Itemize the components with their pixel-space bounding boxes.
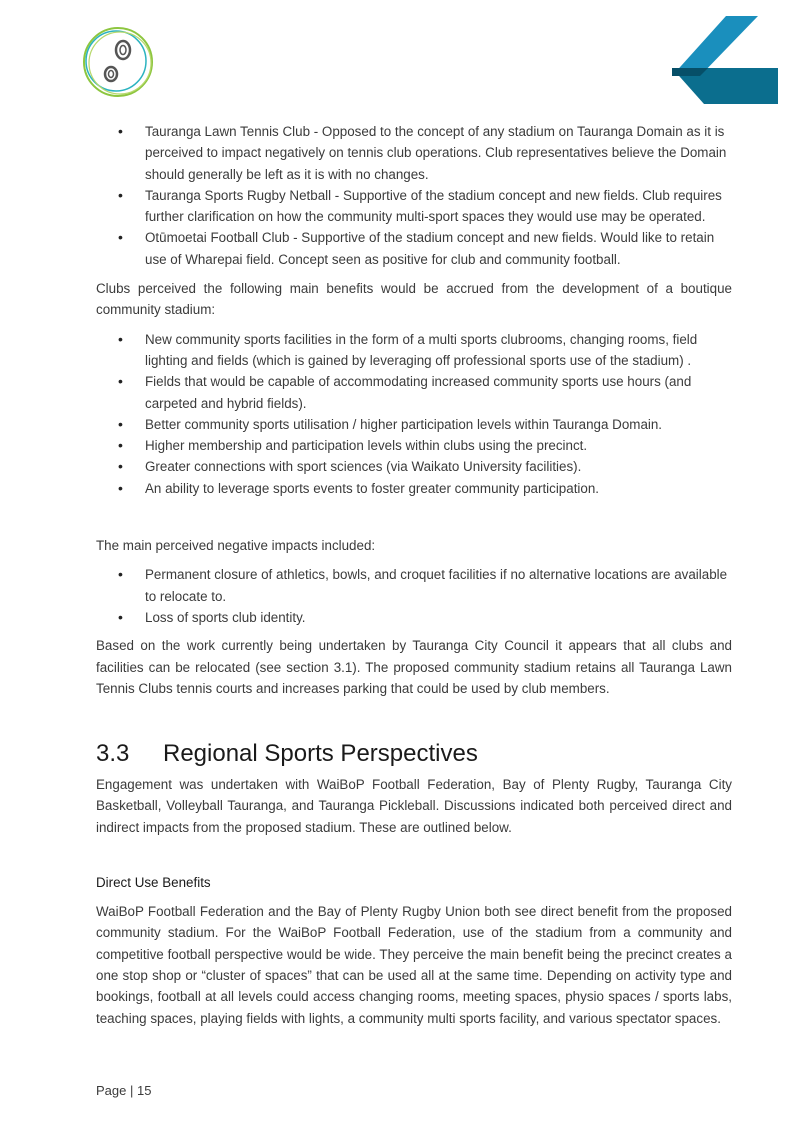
brand-chevron-logo-icon (670, 16, 778, 104)
list-item: • Loss of sports club identity. (96, 607, 732, 628)
subheading-direct-use-benefits: Direct Use Benefits (96, 875, 211, 891)
relocation-paragraph: Based on the work currently being undertaken by Tauranga City Council it appears that all clubs and facilities can be relocated (see section 3.1). The proposed community stadium retains all Tauranga Lawn Tennis Clubs tennis courts and increases parking that could be used by club members. (96, 638, 732, 696)
list-item: • Otūmoetai Football Club - Supportive of the stadium concept and new fields. Would like to retain use of Wharepai field. Concept seen as positive for club and community football. (96, 227, 732, 270)
direct-benefits-paragraph: WaiBoP Football Federation and the Bay of Plenty Rugby Union both see direct benefit from the proposed community stadium. For the WaiBoP Football Federation, use of the stadium from a community and competitive football perspective would be wide. They perceive the main benefit being the precinct creates a one stop shop or “cluster of spaces” that can be used all at the same time. Depending on activity type and bookings, football at all levels could access changing rooms, meeting spaces, physio spaces / sports labs, teaching spaces, playing fields with lights, a community multi sports facility, and various spectator spaces. (96, 904, 732, 1026)
engagement-paragraph: Engagement was undertaken with WaiBoP Football Federation, Bay of Plenty Rugby, Tauranga City Basketball, Volleyball Tauranga, and Tauranga Pickleball. Discussions indicated both perceived direct and indirect impacts from the proposed stadium. These are outlined below. (96, 777, 732, 835)
list-item: • New community sports facilities in the form of a multi sports clubrooms, changing rooms, field lighting and fields (which is gained by leveraging off professional sports use of the stadium) . (96, 329, 732, 372)
section-heading (96, 739, 732, 769)
list-item: • Greater connections with sport sciences (via Waikato University facilities). (96, 456, 732, 477)
section-number: 3.3 (96, 740, 130, 768)
list-item: • Higher membership and participation levels within clubs using the precinct. (96, 435, 732, 456)
negative-impacts-list (96, 564, 732, 628)
benefits-list (96, 329, 732, 499)
list-item: • Better community sports utilisation / higher participation levels within Tauranga Domain. (96, 414, 732, 435)
list-item: • Tauranga Sports Rugby Netball - Supportive of the stadium concept and new fields. Club requires further clarification on how the community multi-sport spaces they would use may be operated. (96, 185, 732, 228)
document-body (96, 121, 732, 1029)
list-item: • Tauranga Lawn Tennis Club - Opposed to the concept of any stadium on Tauranga Domain as it is perceived to impact negatively on tennis club operations. Club representatives believe the Domain should generally be left as it is with no changes. (96, 121, 732, 185)
section-title: Regional Sports Perspectives (163, 740, 478, 768)
list-item: • Fields that would be capable of accommodating increased community sports use hours (and carpeted and hybrid fields). (96, 371, 732, 414)
benefits-intro-paragraph: Clubs perceived the following main benefits would be accrued from the development of a boutique community stadium: (96, 281, 732, 318)
page-number: Page | 15 (96, 1083, 152, 1098)
footprint-logo-icon (78, 24, 158, 100)
club-positions-list (96, 121, 732, 270)
negative-intro-paragraph: The main perceived negative impacts included: (96, 538, 376, 554)
list-item: • Permanent closure of athletics, bowls, and croquet facilities if no alternative locations are available to relocate to. (96, 564, 732, 607)
list-item: • An ability to leverage sports events to foster greater community participation. (96, 478, 732, 499)
